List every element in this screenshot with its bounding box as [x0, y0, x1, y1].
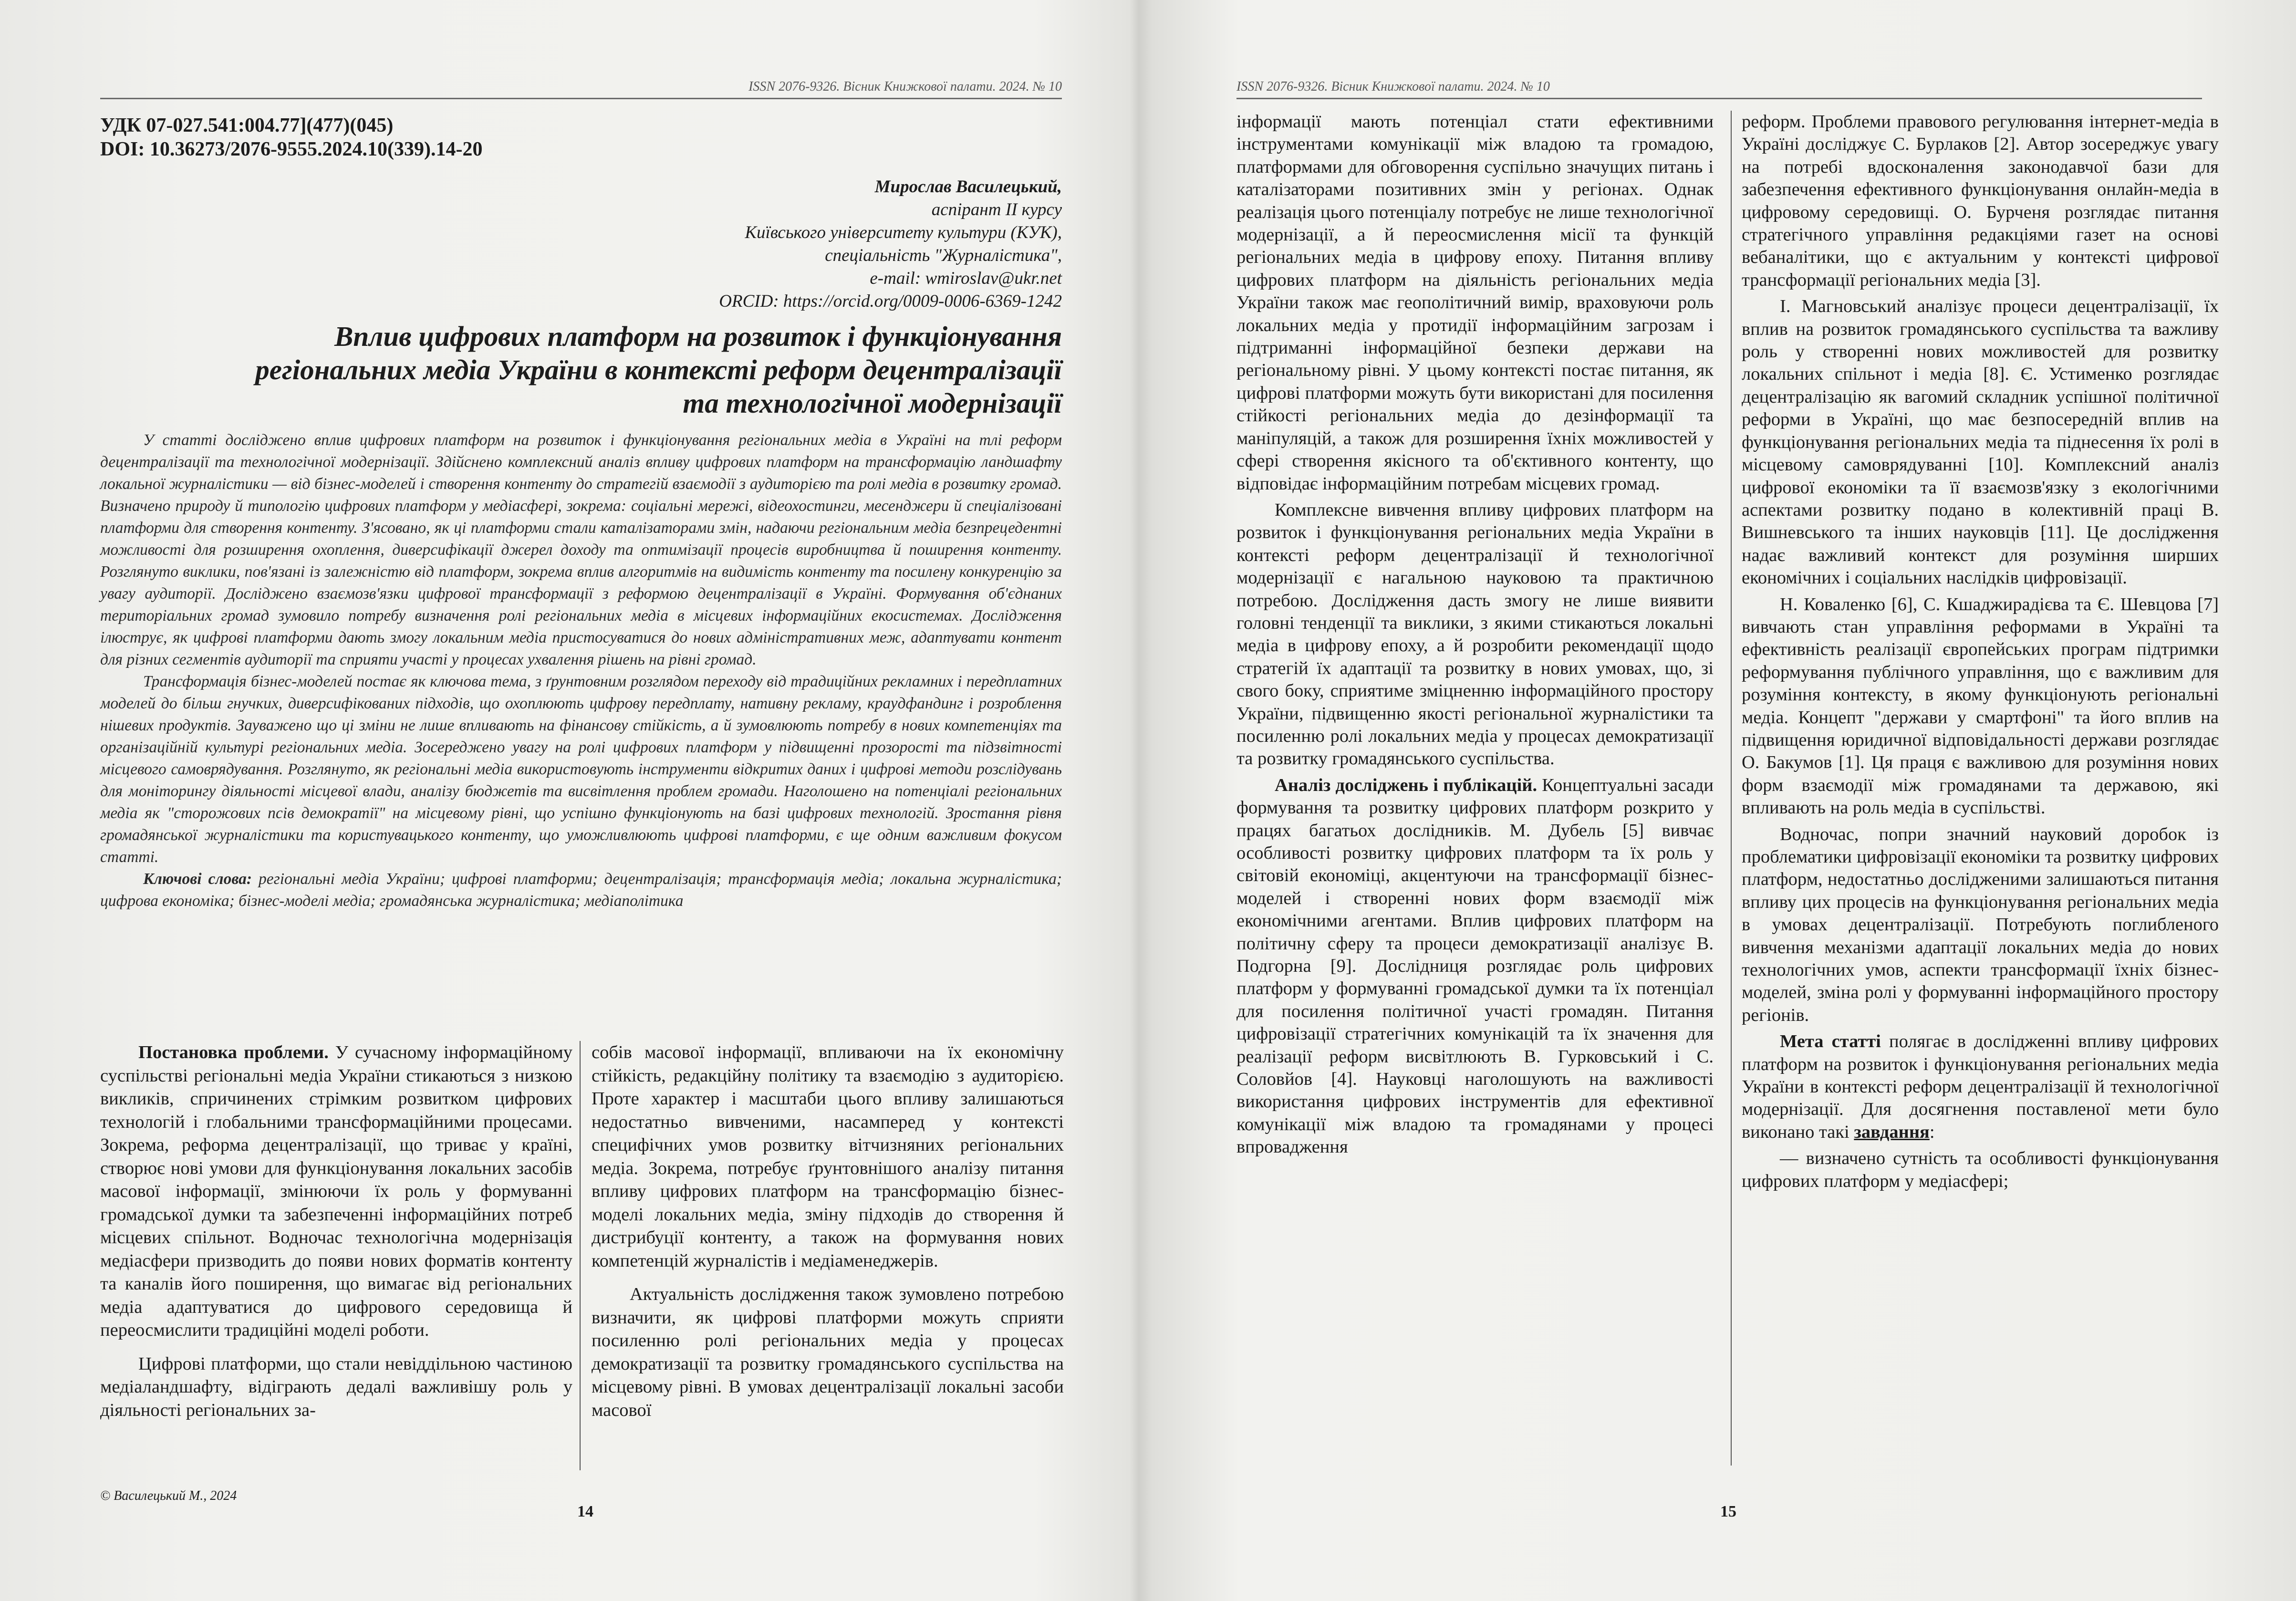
- author-block: [346, 176, 1062, 313]
- author-email: e-mail: wmiroslav@ukr.net: [870, 269, 1062, 288]
- body-text: полягає в дослідженні впливу цифрових платформ на розвиток і функціонування регіональних медіа України в контексті реформ децентралізації й технологічної модернізації. Для досягнення поставленої мети було виконано такі: [1742, 1031, 2219, 1142]
- body-paragraph: інформації мають потенціал стати ефективними інструментами комунікації між владою та громадою, платформами для обговорення суспільно значущих питань і каталізаторами позитивних змін у регіонах. Однак реалізація цього потенціалу потребує не лише технологічної модернізації, а й переосмислення місії та функцій регіональних медіа в цифрову епоху. Питання впливу цифрових платформ на діяльність регіональних медіа України також має геополітичний вимір, враховуючи роль локальних медіа у протидії інформаційним загрозам і підтриманні інформаційної безпеки держави на регіональному рівні. У цьому контексті постає питання, як цифрові платформи можуть бути використані для посилення стійкості регіональних медіа до дезінформації та маніпуляцій, а також для розширення їхніх можливостей у сфері створення якісного та об'єктивного контенту, що відповідає інформаційним потребам місцевих громад.: [1236, 112, 1714, 494]
- author-orcid: ORCID: https://orcid.org/0009-0006-6369-1242: [719, 291, 1062, 311]
- keywords-list: регіональні медіа України; цифрові платформи; децентралізація; трансформація медіа; локальна журналістика; цифрова економіка; бізнес-моделі медіа; громадянська журналістика; медіаполітика: [100, 870, 1062, 910]
- title-line: та технологічної модернізації: [683, 387, 1062, 419]
- header-rule: [100, 98, 1062, 99]
- section-heading: Постановка проблеми.: [138, 1042, 329, 1062]
- section-heading: Аналіз досліджень і публікацій.: [1275, 775, 1538, 795]
- body-paragraph: І. Магновський аналізує процеси децентралізації, їх вплив на розвиток громадянського суспільства та важливу роль у створенні нових можливостей для розвитку локальних спільнот і медіа [8]. Є. Устименко розглядає децентралізацію як вагомий складник успішної політичної реформи в Україні, що має безпосередній вплив на функціонування регіональних медіа та піднесення їх ролі в місцевому самоврядуванні [10]. Комплексний аналіз цифрової економіки та її взаємозв'язку з екологічними аспектами розвитку подано в колективній праці В. Вишневського та інших науковців [11]. Це дослідження надає важливий контекст для розуміння ширших економічних і соціальних наслідків цифровізації.: [1742, 296, 2219, 588]
- body-text: Концептуальні засади формування та розвитку цифрових платформ розкрито у працях багатьох дослідників. М. Дубель [5] вивчає особливості розвитку цифрових платформ та їх роль у світовій економіці, акцентуючи на трансформації бізнес-моделей і створенні нових форм взаємодії між економічними агентами. Вплив цифрових платформ на політичну сферу та процеси демократизації аналізує В. Подгорна [9]. Дослідниця розглядає роль цифрових платформ у формуванні громадської думки та їх потенціал для посилення політичної участі громадян. Питання цифровізації стратегічних комунікацій та їх значення для реалізації реформ висвітлюють В. Гурковський і С. Соловйов [4]. Науковці наголошують на важливості використання цифрових інструментів для ефективної комунікації між владою та громадянами у процесі впровадження: [1236, 775, 1714, 1157]
- udk-code: УДК 07-027.541:004.77](477)(045): [100, 114, 394, 136]
- running-head: ISSN 2076-9326. Вісник Книжкової палати. 2024. № 10: [748, 79, 1062, 94]
- author-name: Мирослав Василецький,: [874, 177, 1062, 197]
- body-column-1: [100, 1041, 572, 1432]
- keywords: [100, 868, 1062, 912]
- body-paragraph: — визначено сутність та особливості функціонування цифрових платформ у медіасфері;: [1742, 1148, 2219, 1191]
- section-heading: Мета статті: [1780, 1031, 1881, 1052]
- body-paragraph: Н. Коваленко [6], С. Кшаджирадієва та Є. Шевцова [7] вивчають стан управління реформами в Україні та ефективність реалізації європейських програм підтримки реформування публічного управління, що є важливим для розуміння контексту, в якому функціонують регіональні медіа. Концепт "держави у смартфоні" та його вплив на підвищення юридичної відповідальності держави розглядає О. Бакумов [1]. Ця праця є важливою для розуміння нових форм взаємодії між громадянами та державою, які впливають на роль медіа в суспільстві.: [1742, 594, 2219, 818]
- body-paragraph: Водночас, попри значний науковий доробок із проблематики цифровізації економіки та розвитку цифрових платформ, недостатньо дослідженими залишаються питання впливу цих процесів на функціонування регіональних медіа в умовах децентралізації. Потребують поглибленого вивчення механізми адаптації локальних медіа до нових технологічних умов, аспекти трансформації їхніх бізнес-моделей, зміна ролі у формуванні інформаційного простору регіонів.: [1742, 824, 2219, 1025]
- body-paragraph: собів масової інформації, впливаючи на їх економічну стійкість, редакційну політику та взаємодію з аудиторією. Проте характер і масштаби цього впливу залишаються недостатньо вивченими, насамперед у контексті специфічних умов розвитку вітчизняних регіональних медіа. Зокрема, потребує ґрунтовнішого аналізу питання впливу цифрових платформ на трансформацію бізнес-моделі локальних медіа, зміну підходів до створення й дистрибуції контенту, а також на формування нових компетенцій журналістів і медіаменеджерів.: [592, 1042, 1064, 1271]
- keywords-label: Ключові слова:: [143, 870, 252, 888]
- title-line: Вплив цифрових платформ на розвиток і функціонування: [334, 321, 1062, 352]
- page-number: 14: [577, 1503, 593, 1520]
- abstract: [100, 429, 1062, 912]
- column-divider: [580, 1041, 581, 1470]
- abstract-paragraph: Трансформація бізнес-моделей постає як ключова тема, з ґрунтовним розглядом переходу від традиційних рекламних і передплатних моделей до більш гнучких, диверсифікованих підходів, що охоплюють цифрову передплату, нативну рекламу, краудфандинг і розроблення нішевих продуктів. Зауважено що ці зміни не лише впливають на фінансову стійкість, а й зумовлюють потребу в нових компетенціях та організаційній культурі регіональних медіа. Зосереджено увагу на ролі цифрових платформ у підвищенні прозорості та підзвітності місцевого самоврядування. Розглянуто, як регіональні медіа використовують інструменти відкритих даних і цифрові методи розслідувань для моніторингу діяльності місцевої влади, аналізу бюджетів та висвітлення проблем громади. Наголошено на потенціалі регіональних медіа як "сторожових псів демократії" на місцевому рівні, що успішно функціонують на базі цифрових технологій. Зростання рівня громадянської журналістики та користувацького контенту, що уможливлюють цифрові платформи, є ще одним важливим фокусом статті.: [100, 673, 1062, 866]
- body-paragraph: [100, 1041, 572, 1342]
- body-paragraph: [1236, 774, 1714, 1159]
- author-specialty: спеціальність "Журналістика",: [825, 246, 1062, 265]
- body-paragraph: реформ. Проблеми правового регулювання інтернет-медіа в Україні досліджує С. Бурлаков [2]. Автор зосереджує увагу на потребі вдосконалення законодавчої бази для забезпечення ефективного функціонування онлайн-медіа в цифровому середовищі. О. Бурченя розглядає питання стратегічного управління редакціями газет на основі вебаналітики, що є актуальним у контексті цифрової трансформації регіональних медіа [3].: [1742, 112, 2219, 290]
- body-column-2: [592, 1041, 1064, 1432]
- article-title: [143, 320, 1062, 420]
- right-page: [1148, 0, 2296, 1601]
- body-column-2: [1742, 111, 2219, 1196]
- body-paragraph: Комплексне вивчення впливу цифрових платформ на розвиток і функціонування регіональних медіа України в контексті реформ децентралізації й технологічної модернізації є нагальною науковою та практичною потребою. Дослідження дасть змогу не лише виявити головні тенденції та виклики, з якими стикаються локальні медіа в цифрову епоху, а й розробити рекомендації щодо стратегій їх адаптації та розвитку в нових умовах, що, зі свого боку, сприятиме зміцненню інформаційного простору України, підвищенню якості регіональної журналістики та посиленню ролі локальних медіа у процесах демократизації та розвитку громадянського суспільства.: [1236, 499, 1714, 769]
- title-line: регіональних медіа України в контексті реформ децентралізації: [255, 354, 1062, 385]
- doi: DOI: 10.36273/2076-9555.2024.10(339).14-20: [100, 138, 483, 160]
- copyright-notice: © Василецький М., 2024: [100, 1488, 237, 1503]
- column-divider: [1731, 111, 1732, 1466]
- author-position: аспірант ІІ курсу: [931, 200, 1062, 219]
- page-number: 15: [1720, 1503, 1736, 1520]
- running-head: ISSN 2076-9326. Вісник Книжкової палати. 2024. № 10: [1236, 79, 1550, 94]
- body-paragraph: Цифрові платформи, що стали невіддільною частиною медіаландшафту, відіграють дедалі важливішу роль у діяльності регіональних за-: [100, 1353, 572, 1420]
- header-rule: [1236, 98, 2202, 99]
- body-paragraph: Актуальність дослідження також зумовлено потребою визначити, як цифрові платформи можуть сприяти посиленню ролі регіональних медіа у процесах демократизації та розвитку громадянського суспільства на місцевому рівні. В умовах децентралізації локальні засоби масової: [592, 1284, 1064, 1420]
- body-paragraph: Мета статті полягає в дослідженні впливу цифрових платформ на розвиток і функціонування регіональних медіа України в контексті реформ децентралізації й технологічної модернізації. Для досягнення поставленої мети було виконано такі завдання:: [1742, 1031, 2219, 1142]
- article-identifiers: [100, 114, 482, 161]
- body-column-1: [1236, 111, 1714, 1163]
- author-affiliation: Київського університету культури (КУК),: [745, 223, 1062, 242]
- tasks-label: завдання: [1854, 1122, 1930, 1142]
- body-text: У сучасному інформаційному суспільстві регіональні медіа України стикаються з низкою викликів, спричинених стрімким розвитком цифрових технологій і глобальними трансформаційними процесами. Зокрема, реформа децентралізації, що триває у країні, створює нові умови для функціонування локальних засобів масової інформації, змінюючи їх роль у формуванні громадської думки та забезпеченні інформаційних потреб місцевих спільнот. Водночас технологічна модернізація медіасфери призводить до появи нових форматів контенту та каналів його поширення, що вимагає від регіональних медіа адаптуватися до цифрового середовища й переосмислити традиційні моделі роботи.: [100, 1042, 572, 1340]
- abstract-paragraph: У статті досліджено вплив цифрових платформ на розвиток і функціонування регіональних медіа в Україні на тлі реформ децентралізації та технологічної модернізації. Здійснено комплексний аналіз впливу цифрових платформ на трансформацію ландшафту локальної журналістики — від бізнес-моделей і створення контенту до стратегій взаємодії з аудиторією та ролі медіа в розвитку громад. Визначено природу й типологію цифрових платформ у медіасфері, зокрема: соціальні мережі, відеохостинги, месенджери й спеціалізовані платформи для створення контенту. З'ясовано, як ці платформи стали каталізаторами змін, надаючи регіональним медіа безпрецедентні можливості для розширення охоплення, диверсифікації джерел доходу та оптимізації процесів виробництва й поширення контенту. Розглянуто виклики, пов'язані із залежністю від платформ, зокрема вплив алгоритмів на видимість контенту та посилену конкуренцію за увагу аудиторії. Досліджено взаємозв'язки цифрової трансформації з реформою децентралізації в Україні. Формування об'єднаних територіальних громад зумовило потребу визначення ролі регіональних медіа в місцевих інформаційних екосистемах. Дослідження ілюструє, як цифрові платформи дають змогу локальним медіа пристосуватися до нових адміністративних меж, адаптувати контент для різних сегментів аудиторії та сприяти участі у процесах ухвалення рішень на рівні громад.: [100, 431, 1062, 668]
